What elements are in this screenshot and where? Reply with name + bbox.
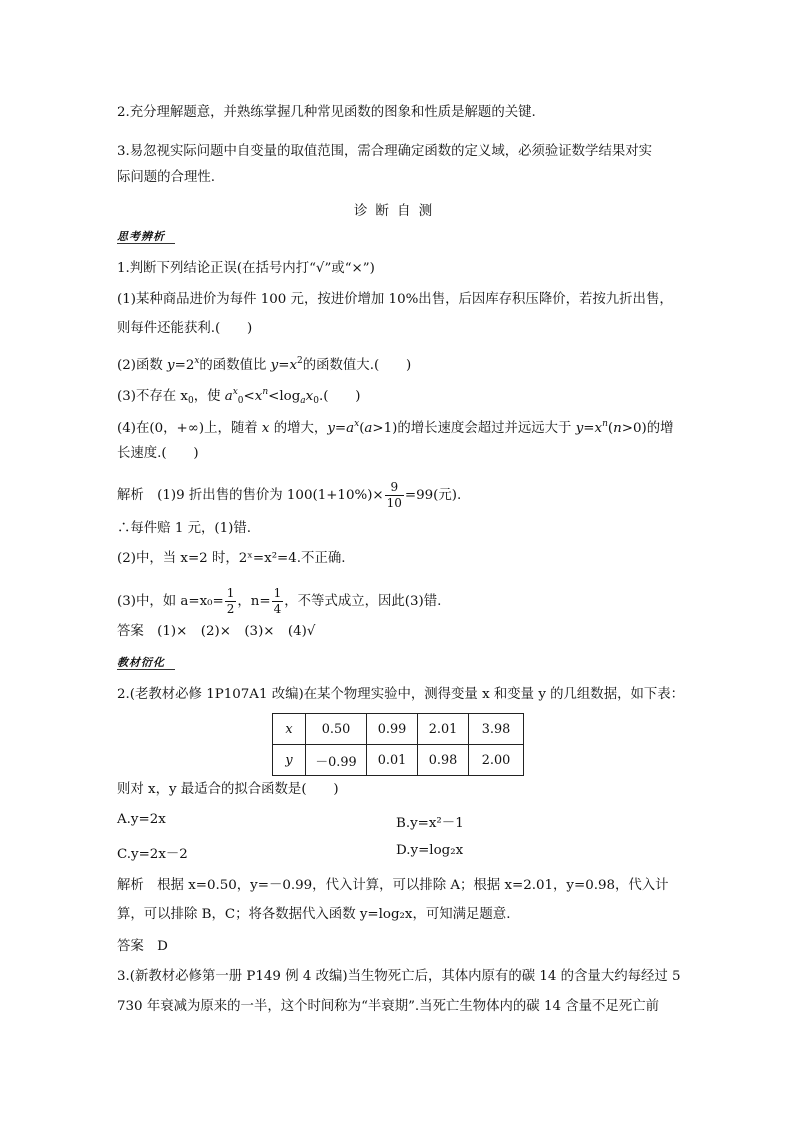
- q1-s3-post: .( ): [318, 389, 361, 404]
- analysis-2-line-2: 算，可以排除 B，C；将各数据代入函数 y=log₂x，可知满足题意.: [117, 907, 511, 922]
- question-3-line-1: 3.(新教材必修第一册 P149 例 4 改编)当生物死亡后，其体内原有的碳 14 的含量大约每经过 5: [117, 969, 681, 984]
- analysis-1-line-4: [117, 586, 441, 617]
- question-2-stem: 2.(老教材必修 1P107A1 改编)在某个物理实验中，测得变量 x 和变量 y 的几组数据，如下表：: [117, 687, 685, 702]
- question-1-stem: 1.判断下列结论正误(在括号内打“√”或“×”): [117, 261, 375, 276]
- section-label-thinking-text: 思考辨析: [117, 230, 165, 243]
- question-1-item-2: (2)函数 $y=2^x$的函数值比 $y=x^2$的函数值大.( ): [117, 356, 412, 373]
- question-1-item-3: (3)不存在 $x_0$，使 $a^x_0<x^n<\log_ax_0$.( ): [117, 387, 361, 406]
- table-cell: 0.01: [367, 745, 418, 776]
- analysis-1-l4-mid: ，n=: [237, 594, 271, 609]
- analysis-1-l1-pre: 解析 (1)9 折出售的售价为 100(1+10%)×: [117, 488, 384, 503]
- paragraph-2: 2.充分理解题意，并熟练掌握几种常见函数的图象和性质是解题的关键.: [117, 105, 536, 120]
- table-row: [273, 745, 524, 776]
- question-3-line-2: 730 年衰减为原来的一半，这个时间称为“半衰期”.当死亡生物体内的碳 14 含量不足死亡前: [117, 999, 659, 1014]
- q1-s4-mid1: 的增大，: [269, 421, 328, 436]
- q1-s3-mid: ，使: [193, 389, 225, 404]
- q1-s4-mid2: 的增长速度会超过并远远大于: [397, 421, 576, 436]
- fraction-one-quarter: $\frac{1}{4}$: [273, 586, 282, 616]
- table-cell: 2.00: [469, 745, 524, 776]
- table-cell: 0.98: [418, 745, 469, 776]
- question-1-item-1-line-2: 则每件还能获利.( ): [117, 321, 253, 336]
- analysis-1-line-1: [117, 480, 461, 511]
- option-b: B.y=x²－1: [396, 816, 464, 831]
- q1-s2-pre: (2)函数: [117, 358, 168, 373]
- answer-2: 答案 D: [117, 939, 168, 954]
- section-label-rule: [117, 669, 175, 670]
- table-row: [273, 714, 524, 745]
- analysis-1-line-3: (2)中，当 x=2 时，2ˣ=x²=4.不正确.: [117, 551, 346, 566]
- section-title: 诊断自测: [353, 203, 441, 219]
- analysis-1-line-2: ∴每件赔 1 元，(1)错.: [117, 521, 251, 536]
- answer-1: 答案 (1)× (2)× (3)× (4)√: [117, 624, 316, 639]
- q1-s3-pre: (3)不存在 x: [117, 389, 188, 404]
- section-label-rule: [117, 243, 175, 244]
- fraction-one-half: $\frac{1}{2}$: [226, 586, 235, 616]
- table-cell: 3.98: [469, 714, 524, 745]
- section-label-thinking: [117, 228, 165, 244]
- fraction-nine-tenths: $\frac{9}{10}$: [386, 480, 402, 510]
- option-d: D.y=log₂x: [396, 843, 464, 858]
- section-label-textbook-text: 教材衍化: [117, 656, 165, 669]
- option-a: A.y=2x: [117, 812, 166, 827]
- question-1-item-4-line-1: (4)在(0，+∞)上，随着 x 的增大，$y=a^x(a>1)$的增长速度会超过并远远大于 $y=x^n(n>0)$的增: [117, 419, 674, 436]
- q1-s4-pre: (4)在(0，+∞)上，随着: [117, 421, 262, 436]
- paragraph-3-line-2: 际问题的合理性.: [117, 170, 215, 185]
- analysis-1-l1-post: =99(元).: [404, 488, 462, 503]
- q1-s4-mid3: 的增: [646, 421, 674, 436]
- table-row-head: x: [273, 714, 306, 745]
- table-cell: 2.01: [418, 714, 469, 745]
- table-cell: 0.50: [306, 714, 367, 745]
- paragraph-3-line-1: 3.易忽视实际问题中自变量的取值范围，需合理确定函数的定义域，必须验证数学结果对实: [117, 144, 653, 159]
- analysis-2-line-1: 解析 根据 x=0.50，y=－0.99，代入计算，可以排除 A；根据 x=2.01，y=0.98，代入计: [117, 878, 669, 893]
- option-c: C.y=2x－2: [117, 847, 188, 862]
- table-cell: －0.99: [306, 745, 367, 776]
- analysis-1-l4-pre: (3)中，如 a=x₀=: [117, 594, 224, 609]
- q1-s2-mid: 的函数值比: [199, 358, 271, 373]
- data-table: [272, 713, 524, 776]
- analysis-1-l4-post: ，不等式成立，因此(3)错.: [284, 594, 442, 609]
- table-row-head: y: [273, 745, 306, 776]
- question-1-item-4-line-2: 长速度.( ): [117, 446, 199, 461]
- q1-s2-post: 的函数值大.( ): [302, 358, 412, 373]
- question-2-ask: 则对 x，y 最适合的拟合函数是( ): [117, 782, 339, 797]
- question-1-item-1-line-1: (1)某种商品进价为每件 100 元，按进价增加 10%出售，后因库存积压降价，若按九折出售，: [117, 292, 673, 307]
- table-cell: 0.99: [367, 714, 418, 745]
- section-label-textbook: [117, 654, 165, 670]
